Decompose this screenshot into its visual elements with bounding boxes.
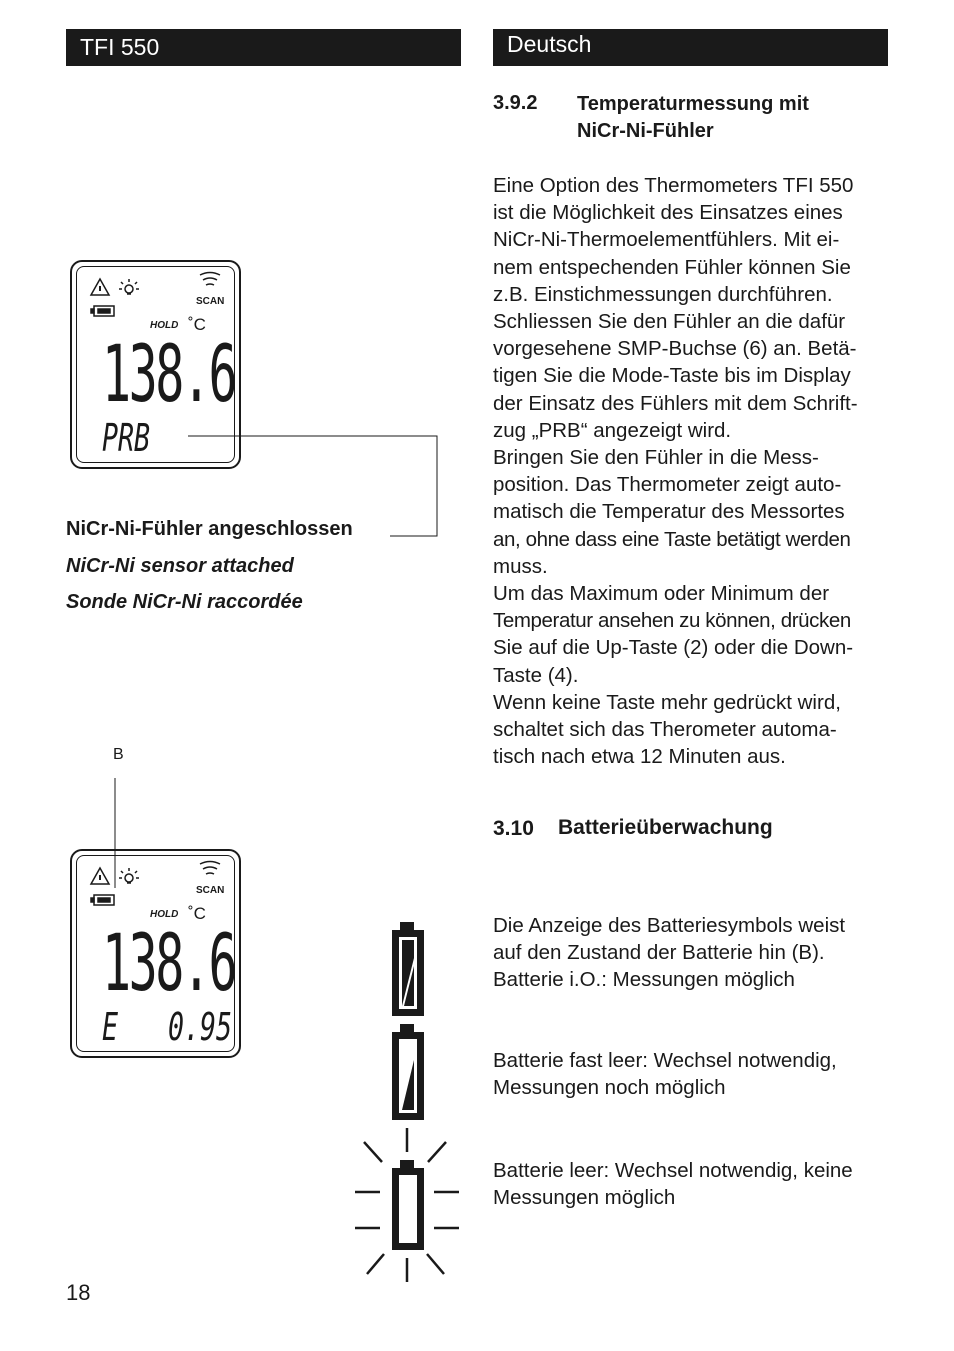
lcd-display-probe [70,260,241,469]
scan-label: SCAN [196,885,225,896]
body-line: tigen Sie die Mode-Taste bis im Display [493,364,851,388]
body-line: matisch die Temperatur des Messortes [493,500,845,524]
caption-german: NiCr-Ni-Fühler angeschlossen [66,518,353,540]
lcd-display-emissivity [70,849,241,1058]
section-392-title-line2: NiCr-Ni-Fühler [577,120,714,142]
body-line: Eine Option des Thermometers TFI 550 [493,174,854,197]
temperature-reading: 138.6 [102,330,236,420]
caption-french: Sonde NiCr-Ni raccordée [66,591,303,613]
body-line: position. Das Thermometer zeigt auto- [493,473,842,497]
page-number: 18 [66,1280,91,1305]
battery-empty-flashing-icon [355,1128,459,1282]
battery-icon [91,306,114,316]
body-line: z.B. Einstichmessungen durchführen. [493,282,833,306]
caption-english: NiCr-Ni sensor attached [66,555,294,577]
battery-callout-label: B [113,746,124,763]
body-line: Schliessen Sie den Fühler an die dafür [493,310,846,334]
body-line: Um das Maximum oder Minimum der [493,582,830,606]
body-line: Bringen Sie den Fühler in die Mess- [493,446,819,470]
section-392-title-line1: Temperaturmessung mit [577,93,809,115]
body-line: Die Anzeige des Batteriesymbols weist [493,914,846,937]
unit-label: ˚C [188,315,206,334]
hold-label: HOLD [150,320,179,331]
body-line: vorgesehene SMP-Buchse (6) an. Betä- [493,337,857,361]
body-line: tisch nach etwa 12 Minuten aus. [493,745,786,769]
section-310-number: 3.10 [493,817,534,840]
battery-low-icon [392,1024,424,1120]
scan-label: SCAN [196,296,225,307]
body-line: Temperatur ansehen zu können, drücken [493,609,851,633]
body-line: Messungen noch möglich [493,1076,726,1100]
body-line: Taste (4). [493,663,579,687]
section-310-title: Batterieüberwachung [558,816,773,839]
battery-low-text [493,1047,888,1101]
body-line: Batterie fast leer: Wechsel notwendig, [493,1049,837,1072]
body-line: Messungen möglich [493,1186,676,1210]
body-line: an, ohne dass eine Taste betätigt werden [493,527,851,551]
battery-icon [91,895,114,905]
mode-reading: PRB [102,416,151,460]
unit-label: ˚C [188,904,206,923]
body-line: Wenn keine Taste mehr gedrückt wird, [493,690,841,714]
body-line: nem entspechenden Fühler können Sie [493,255,851,279]
header-model-title: TFI 550 [80,34,160,60]
header-language-bar [493,29,888,66]
body-line: Sie auf die Up-Taste (2) oder die Down- [493,636,854,660]
body-line: Batterie leer: Wechsel notwendig, keine [493,1159,853,1182]
body-line: der Einsatz des Fühlers mit dem Schrift- [493,391,858,415]
battery-ok-text [493,912,888,994]
scan-signal-icon [200,273,220,286]
laser-warning-icon [91,868,109,884]
light-bulb-icon [119,279,139,294]
body-line: Batterie i.O.: Messungen möglich [493,968,795,992]
body-line: ist die Möglichkeit des Einsatzes eines [493,201,843,225]
battery-empty-text [493,1157,888,1211]
laser-warning-icon [91,279,109,295]
emissivity-reading: 0.95 [168,1005,233,1049]
body-line: NiCr-Ni-Thermoelementfühlers. Mit ei- [493,228,840,252]
section-392-number: 3.9.2 [493,92,538,114]
scan-signal-icon [200,862,220,875]
section-392-title [577,91,809,145]
hold-label: HOLD [150,909,179,920]
body-line: auf den Zustand der Batterie hin (B). [493,941,825,965]
body-line: zug „PRB“ angezeigt wird. [493,418,732,442]
body-line: muss. [493,554,548,578]
light-bulb-icon [119,868,139,883]
battery-full-icon [392,922,424,1016]
section-392-body [493,172,888,770]
header-model-bar [66,29,461,66]
emissivity-label: E [102,1005,119,1049]
temperature-reading: 138.6 [102,919,236,1009]
header-language-title: Deutsch [507,31,592,57]
body-line: schaltet sich das Therometer automa- [493,718,837,742]
